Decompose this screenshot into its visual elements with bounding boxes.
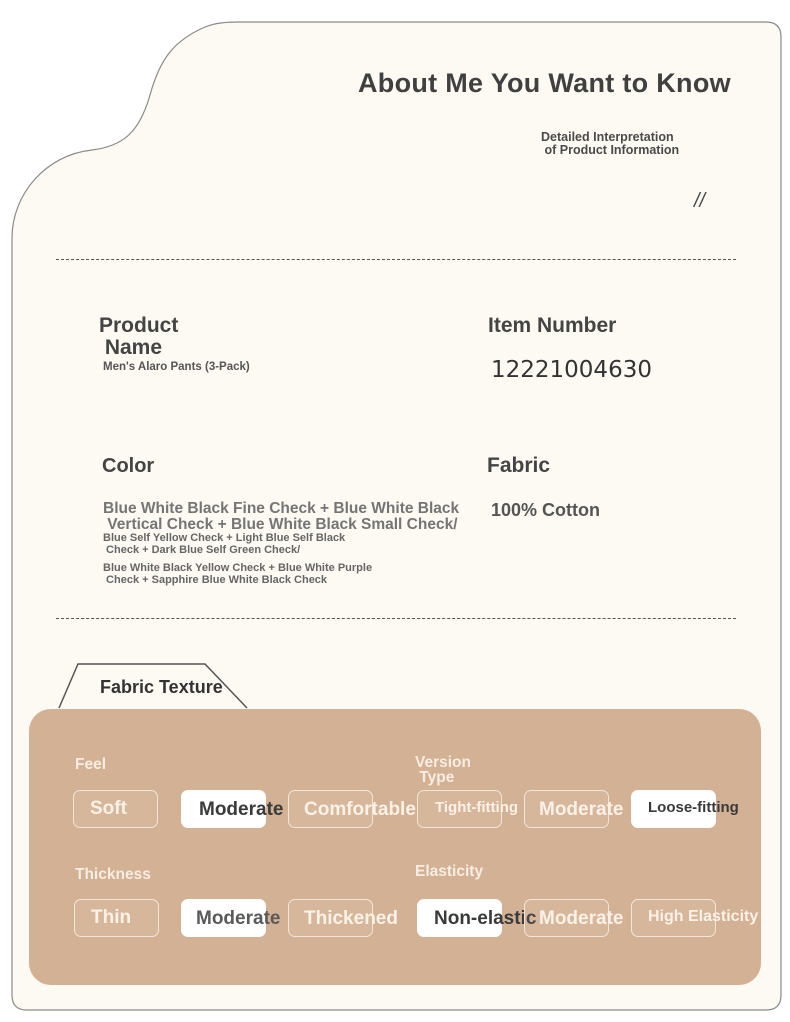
- color-value-main: Blue White Black Fine Check + Blue White Black Vertical Check + Blue White Black Small Check/: [103, 500, 460, 533]
- product-name-value: Men's Alaro Pants (3-Pack): [103, 361, 250, 373]
- version-option-moderate-label: Moderate: [539, 799, 624, 820]
- thickness-option-thickened-label: Thickened: [304, 908, 398, 929]
- item-number-label: Item Number: [488, 314, 617, 337]
- item-number-value: 12221004630: [491, 357, 652, 383]
- fabric-texture-panel: [29, 709, 761, 985]
- page-subtitle: Detailed Interpretation of Product Information: [541, 130, 680, 157]
- product-name-label: Product Name: [99, 314, 179, 359]
- elasticity-option-non-elastic-label: Non-elastic: [434, 908, 537, 929]
- version-type-label: Version Type: [415, 754, 471, 786]
- color-value-line3: Blue White Black Yellow Check + Blue White Purple Check + Sapphire Blue White Black Check: [103, 562, 373, 586]
- thickness-option-moderate-label: Moderate: [196, 908, 281, 929]
- version-option-tight-fitting-label: Tight-fitting: [435, 799, 519, 816]
- elasticity-option-high-elasticity-label: High Elasticity: [648, 908, 759, 925]
- feel-label: Feel: [75, 756, 107, 773]
- color-value-line2: Blue Self Yellow Check + Light Blue Self Black Check + Dark Blue Self Green Check/: [103, 532, 346, 556]
- feel-option-soft: Soft: [73, 790, 158, 828]
- fabric-texture-tab-label: Fabric Texture: [100, 677, 223, 697]
- fabric-value: 100% Cotton: [491, 500, 601, 520]
- version-option-loose-fitting-label: Loose-fitting: [648, 799, 739, 816]
- fabric-label: Fabric: [487, 454, 551, 477]
- elasticity-label: Elasticity: [415, 863, 484, 880]
- divider-bottom: [56, 618, 736, 619]
- thickness-option-thin: Thin: [74, 899, 159, 937]
- divider-top: [56, 259, 736, 260]
- page-title: About Me You Want to Know: [358, 68, 731, 98]
- feel-option-moderate-label: Moderate: [199, 799, 284, 820]
- decorative-slashes: //: [694, 190, 706, 212]
- elasticity-option-moderate-label: Moderate: [539, 908, 624, 929]
- color-label: Color: [102, 455, 155, 477]
- feel-option-comfortable-label: Comfortable: [304, 799, 416, 820]
- thickness-label: Thickness: [75, 866, 151, 883]
